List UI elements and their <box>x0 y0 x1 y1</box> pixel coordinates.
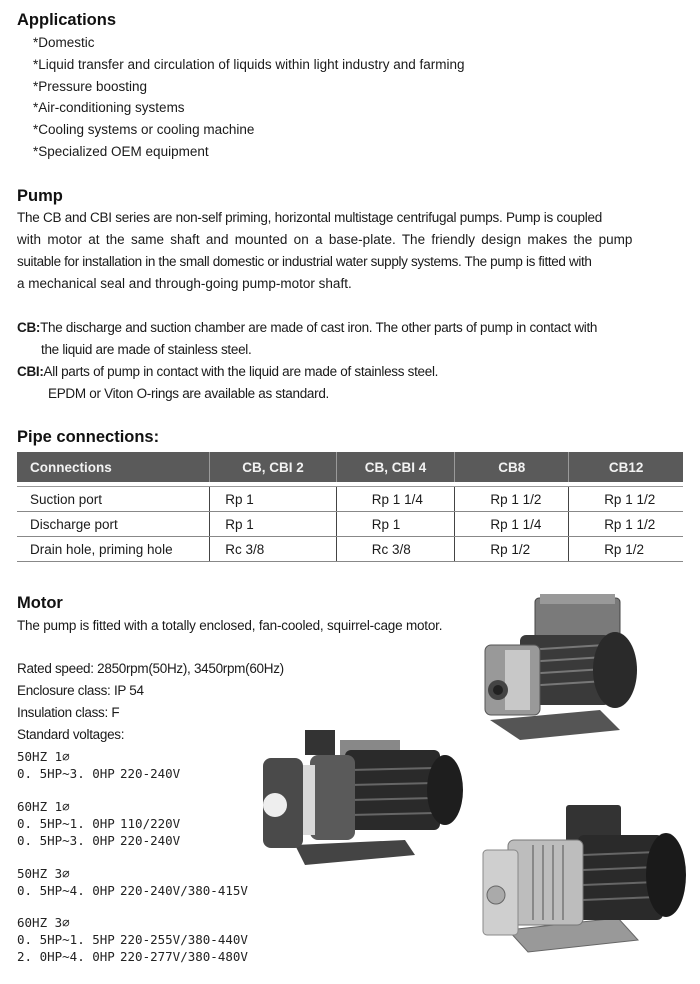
cbi-label: CBI: <box>17 364 44 379</box>
table-cell: Rp 1 1/2 <box>455 487 569 512</box>
pump-image-top-right <box>480 590 650 750</box>
table-cell: Rp 1 <box>210 487 337 512</box>
application-item: *Air-conditioning systems <box>33 100 185 115</box>
voltage-value: 110/220V <box>120 816 181 831</box>
table-cell: Suction port <box>17 487 210 512</box>
pump-description-line: suitable for installation in the small domestic or industrial water supply systems. The pump is fitted with <box>17 254 592 269</box>
voltage-value: 220-255V/380-440V <box>120 932 248 947</box>
pump-description-line: The CB and CBI series are non-self priming, horizontal multistage centrifugal pumps. Pump is coupled <box>17 210 603 225</box>
table-row <box>17 512 683 537</box>
pump-description-line: with motor at the same shaft and mounted on a base-plate. The friendly design makes the pump <box>17 232 633 247</box>
application-item: *Liquid transfer and circulation of liquids within light industry and farming <box>33 57 465 72</box>
insulation-class: Insulation class: F <box>17 705 120 720</box>
table-cell: Rp 1 1/4 <box>455 512 569 537</box>
table-cell: Drain hole, priming hole <box>17 537 210 562</box>
cbi-description <box>17 364 438 379</box>
application-item: *Domestic <box>33 35 95 50</box>
pump-description-line: a mechanical seal and through-going pump-motor shaft. <box>17 276 352 291</box>
column-header: CB12 <box>569 452 683 482</box>
pump-image-middle <box>255 730 470 870</box>
motor-heading: Motor <box>17 594 63 612</box>
cbi-description-continued: EPDM or Viton O-rings are available as standard. <box>48 386 329 401</box>
table-row <box>17 537 683 562</box>
application-item: *Specialized OEM equipment <box>33 144 209 159</box>
rated-speed: Rated speed: 2850rpm(50Hz), 3450rpm(60Hz) <box>17 661 284 676</box>
cb-description-continued: the liquid are made of stainless steel. <box>41 342 252 357</box>
motor-description: The pump is fitted with a totally enclosed, fan-cooled, squirrel-cage motor. <box>17 618 443 633</box>
voltage-hp-range: 0. 5HP~4. 0HP <box>17 883 115 898</box>
voltage-hp-range: 0. 5HP~1. 5HP <box>17 932 115 947</box>
table-row <box>17 487 683 512</box>
column-header: CB8 <box>455 452 569 482</box>
voltage-hp-range: 0. 5HP~1. 0HP <box>17 816 115 831</box>
cbi-text: All parts of pump in contact with the liquid are made of stainless steel. <box>43 364 439 379</box>
voltage-value: 220-240V <box>120 833 181 848</box>
voltage-group-title: 60HZ 1∅ <box>17 799 70 814</box>
voltage-value: 220-277V/380-480V <box>120 949 248 964</box>
voltage-value: 220-240V <box>120 766 181 781</box>
pipe-connections-table <box>17 452 683 562</box>
table-cell: Rp 1 1/2 <box>569 487 683 512</box>
column-header: Connections <box>17 452 210 482</box>
pump-image-bottom-right <box>478 800 688 960</box>
cb-label: CB: <box>17 320 41 335</box>
table-cell: Rp 1/2 <box>569 537 683 562</box>
voltage-value: 220-240V/380-415V <box>120 883 248 898</box>
application-item: *Cooling systems or cooling machine <box>33 122 255 137</box>
column-header: CB, CBI 4 <box>336 452 455 482</box>
table-header-row <box>17 452 683 482</box>
voltage-group-title: 50HZ 1∅ <box>17 749 70 764</box>
pump-heading: Pump <box>17 187 63 205</box>
pipe-connections-heading: Pipe connections: <box>17 428 160 446</box>
cb-text: The discharge and suction chamber are made of cast iron. The other parts of pump in contact with <box>40 320 598 335</box>
standard-voltages-label: Standard voltages: <box>17 727 125 742</box>
voltage-hp-range: 2. 0HP~4. 0HP <box>17 949 115 964</box>
voltage-group-title: 60HZ 3∅ <box>17 915 70 930</box>
table-cell: Rp 1/2 <box>455 537 569 562</box>
table-cell: Rp 1 1/4 <box>336 487 455 512</box>
column-header: CB, CBI 2 <box>210 452 337 482</box>
applications-heading: Applications <box>17 11 117 29</box>
voltage-group-title: 50HZ 3∅ <box>17 866 70 881</box>
cb-description <box>17 320 597 335</box>
table-cell: Discharge port <box>17 512 210 537</box>
table-cell: Rc 3/8 <box>210 537 337 562</box>
voltage-hp-range: 0. 5HP~3. 0HP <box>17 833 115 848</box>
voltage-hp-range: 0. 5HP~3. 0HP <box>17 766 115 781</box>
table-cell: Rp 1 <box>336 512 455 537</box>
application-item: *Pressure boosting <box>33 79 148 94</box>
table-cell: Rp 1 <box>210 512 337 537</box>
table-cell: Rc 3/8 <box>336 537 455 562</box>
enclosure-class: Enclosure class: IP 54 <box>17 683 144 698</box>
table-cell: Rp 1 1/2 <box>569 512 683 537</box>
